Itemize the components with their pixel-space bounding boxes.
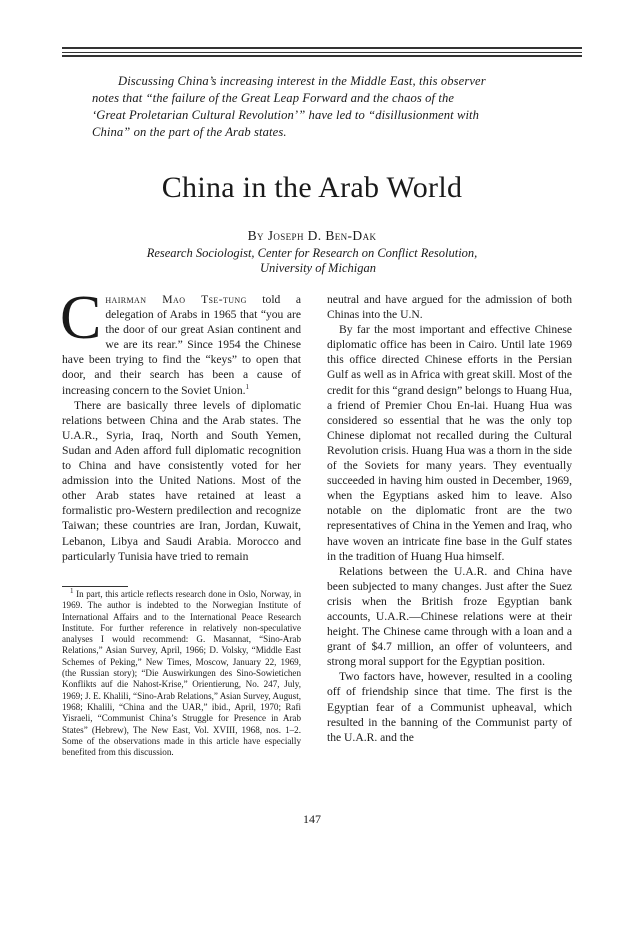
header-rule-bottom [62, 55, 582, 57]
paragraph: neutral and have argued for the admission of both Chinas into the U.N. [327, 293, 572, 322]
intro-line: notes that “the failure of the Great Leap Forward and the chaos of the [92, 91, 455, 105]
paragraph-text: told a delegation of Arabs in 1965 that “you are the door of our great Asian continent and we are its rear.” Since 1954 the Chinese have been trying to find the “keys” to open that door, and their search has been a cause of increasing concern to the Soviet Union. [62, 293, 302, 397]
drop-cap: C [60, 284, 102, 352]
byline: By Joseph D. Ben-Dak [247, 228, 377, 243]
footnote-marker: 1 [245, 382, 250, 391]
page-number: 147 [303, 812, 321, 826]
paragraph: Relations between the U.A.R. and China have been subjected to many changes. Just after the Suez crisis when the British froze Egyptian bank accounts, U.A.R.—Chinese relations were at their height. The Chinese came through with a loan and a grant of $4.7 million, an offer of volunteers, and strong moral support for the Egyptian position. [327, 564, 572, 669]
footnote-number: 1 [70, 586, 74, 595]
article-title: China in the Arab World [161, 171, 463, 204]
header-rule-middle [62, 52, 582, 53]
intro-line: ‘Great Proletarian Cultural Revolution’” have led to “disillusionment with [92, 108, 480, 122]
paragraph: There are basically three levels of diplomatic relations between China and the Arab states. The U.A.R., Syria, Iraq, North and South Yemen, Sudan and Aden afford full diplomatic recognition to China and have consistently voted for her admission into the United Nations. Most of the other Arab states have retained at least a formalistic pro-Western predilection and recognize Taiwan; these countries are Iran, Jordan, Kuwait, Lebanon, Libya and Saudi Arabia. Morocco and particularly Tunisia have tried to remain [62, 398, 301, 563]
right-column [327, 292, 572, 745]
paragraph: By far the most important and effective Chinese diplomatic office has been in Cairo. Until late 1969 this office directed Chinese efforts in the Persian Gulf as well as in Africa with great skill. Most of the credit for this “grand design” belongs to Huang Hua, a friend of Premier Chou En-lai. Huang Hua was considered so essential that he was the only top Chinese diplomat not recalled during the Cultural Revolution crisis. Huang Hua was a thorn in the side of the Soviets for many years. They eventually succeeded in having him ousted in December, 1969, when the Egyptians asked him to leave. Also notable on the diplomatic front are the two representatives of China in the Yemen and Iraq, who have woven an intricate fine base in the Gulf states in the tradition of Huang Hua himself. [327, 323, 573, 563]
affiliation-line: University of Michigan [260, 261, 376, 275]
footnote-text: In part, this article reflects research done in Oslo, Norway, in 1969. The author is indebted to the Norwegian Institute of International Affairs and to the International Peace Research Institute. For further reference in relatively non-speculative analyses I would recommend: G. Masannat, “Sino-Arab Relations,” Asian Survey, April, 1966; D. Volsky, “Middle East Schemes of Peking,” New Times, Moscow, January 22, 1969, (the Russian story); “Die Auswirkungen des Sino-Sowietichen Konflikts auf die Nahost-Krise,” Orientierung, No. 247, July, 1969; J. E. Khalili, “Sino-Arab Relations,” Asian Survey, August, 1968; Khalili, “China and the UAR,” ibid., April, 1970; Rafi Yisraeli, “Communist China’s Struggle for Presence in Arab States” (Hebrew), The New East, Vol. XVIII, 1968, nos. 1–2. Some of the observations made in this article have especially benefited from this discussion. [62, 589, 301, 758]
header-rule-top [62, 47, 582, 49]
intro-line: China” on the part of the Arab states. [92, 125, 287, 139]
left-column [60, 284, 302, 564]
opening-smallcaps: hairman Mao Tse-tung [105, 293, 247, 306]
article-intro [92, 73, 547, 141]
intro-line: Discussing China’s increasing interest in the Middle East, this observer [118, 74, 486, 88]
affiliation-line: Research Sociologist, Center for Research on Conflict Resolution, [146, 246, 478, 260]
paragraph-opening [60, 284, 302, 398]
paragraph: Two factors have, however, resulted in a cooling off of friendship since that time. The first is the Egyptian fear of a Communist upheaval, which resulted in the banning of the Communist party of the U.A.R. and the [327, 670, 572, 744]
footnote [62, 586, 301, 758]
author-affiliation [0, 246, 624, 276]
